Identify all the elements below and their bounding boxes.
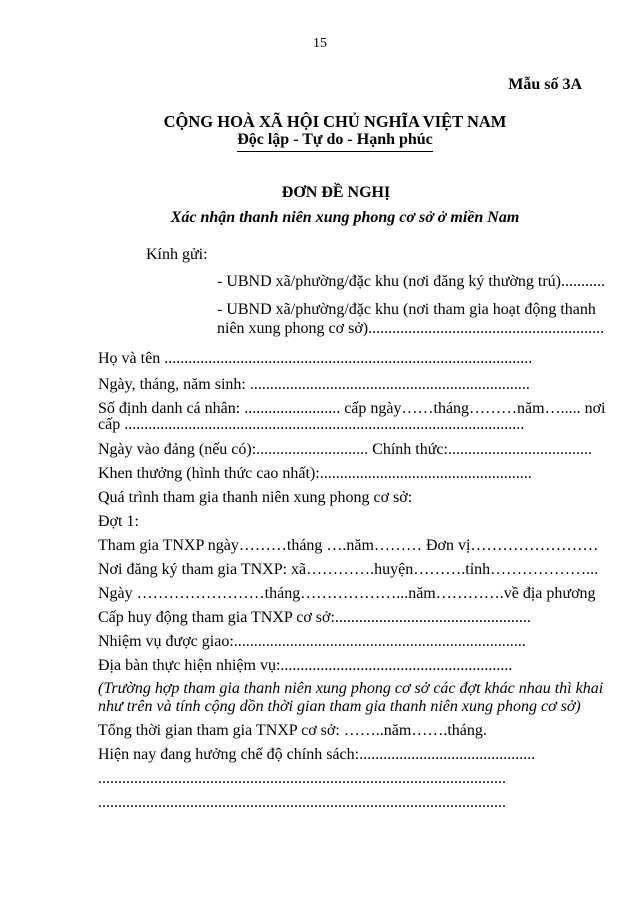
field-issued-place: cấp .................................................................................................... [98, 416, 525, 433]
field-note-line-2: như trên và tính cộng dồn thời gian tham gia thanh niên xung phong cơ sở) [98, 698, 581, 715]
field-note-line-1: (Trường hợp tham gia thanh niên xung phong cơ sở các đợt khác nhau thì khai [98, 680, 604, 697]
national-title: CỘNG HOÀ XÃ HỘI CHỦ NGHĨA VIỆT NAM [163, 112, 507, 131]
field-party-date: Ngày vào đảng (nếu có):............................ Chính thức:.................................... [98, 441, 592, 458]
field-mobilization-level: Cấp huy động tham gia TNXP cơ sở:................................................. [98, 609, 531, 626]
field-join-date-unit: Tham gia TNXP ngày………tháng ….năm……… Đơn vị…………………… [98, 537, 599, 554]
field-assigned-duties: Nhiệm vụ được giao:......................................................................... [98, 633, 526, 650]
field-personal-id: Số định danh cá nhân: ........................ cấp ngày……tháng………năm…..... nơi [98, 400, 606, 417]
page-number: 15 [313, 36, 327, 51]
document-subtitle: Xác nhận thanh niên xung phong cơ sở ở miền Nam [170, 209, 520, 226]
field-blank-line-1: ...................................................................................................... [98, 770, 506, 787]
recipient-line-1: - UBND xã/phường/đặc khu (nơi đăng ký thường trú)........... [217, 273, 606, 290]
field-current-policy: Hiện nay đang hưởng chế độ chính sách:............................................ [98, 746, 536, 763]
field-participation-heading: Quá trình tham gia thanh niên xung phong cơ sở: [98, 489, 413, 506]
motto-wrapper [0, 131, 640, 152]
field-phase-1: Đợt 1: [98, 513, 139, 530]
addressee-label: Kính gửi: [146, 246, 208, 263]
field-total-time: Tổng thời gian tham gia TNXP cơ sở: ……..năm…….tháng. [98, 722, 487, 739]
recipient-line-3: niên xung phong cơ sở)........................................................... [217, 320, 605, 337]
field-full-name: Họ và tên ............................................................................................ [98, 350, 533, 367]
field-date-of-birth: Ngày, tháng, năm sinh: ...................................................................... [98, 376, 530, 393]
national-motto: Độc lập - Tự do - Hạnh phúc [237, 131, 433, 152]
form-code: Mẫu số 3A [508, 76, 582, 93]
field-blank-line-2: ...................................................................................................... [98, 794, 506, 811]
recipient-line-2: - UBND xã/phường/đặc khu (nơi tham gia hoạt động thanh [217, 301, 596, 318]
field-return-date: Ngày ……………………tháng………………...năm………….về địa phương [98, 585, 596, 602]
field-registration-place: Nơi đăng ký tham gia TNXP: xã………….huyện……….tỉnh………………... [98, 561, 599, 578]
document-title: ĐƠN ĐỀ NGHỊ [281, 184, 391, 201]
field-duty-area: Địa bàn thực hiện nhiệm vụ:.......................................................... [98, 657, 513, 674]
field-awards: Khen thưởng (hình thức cao nhất):..................................................... [98, 465, 532, 482]
